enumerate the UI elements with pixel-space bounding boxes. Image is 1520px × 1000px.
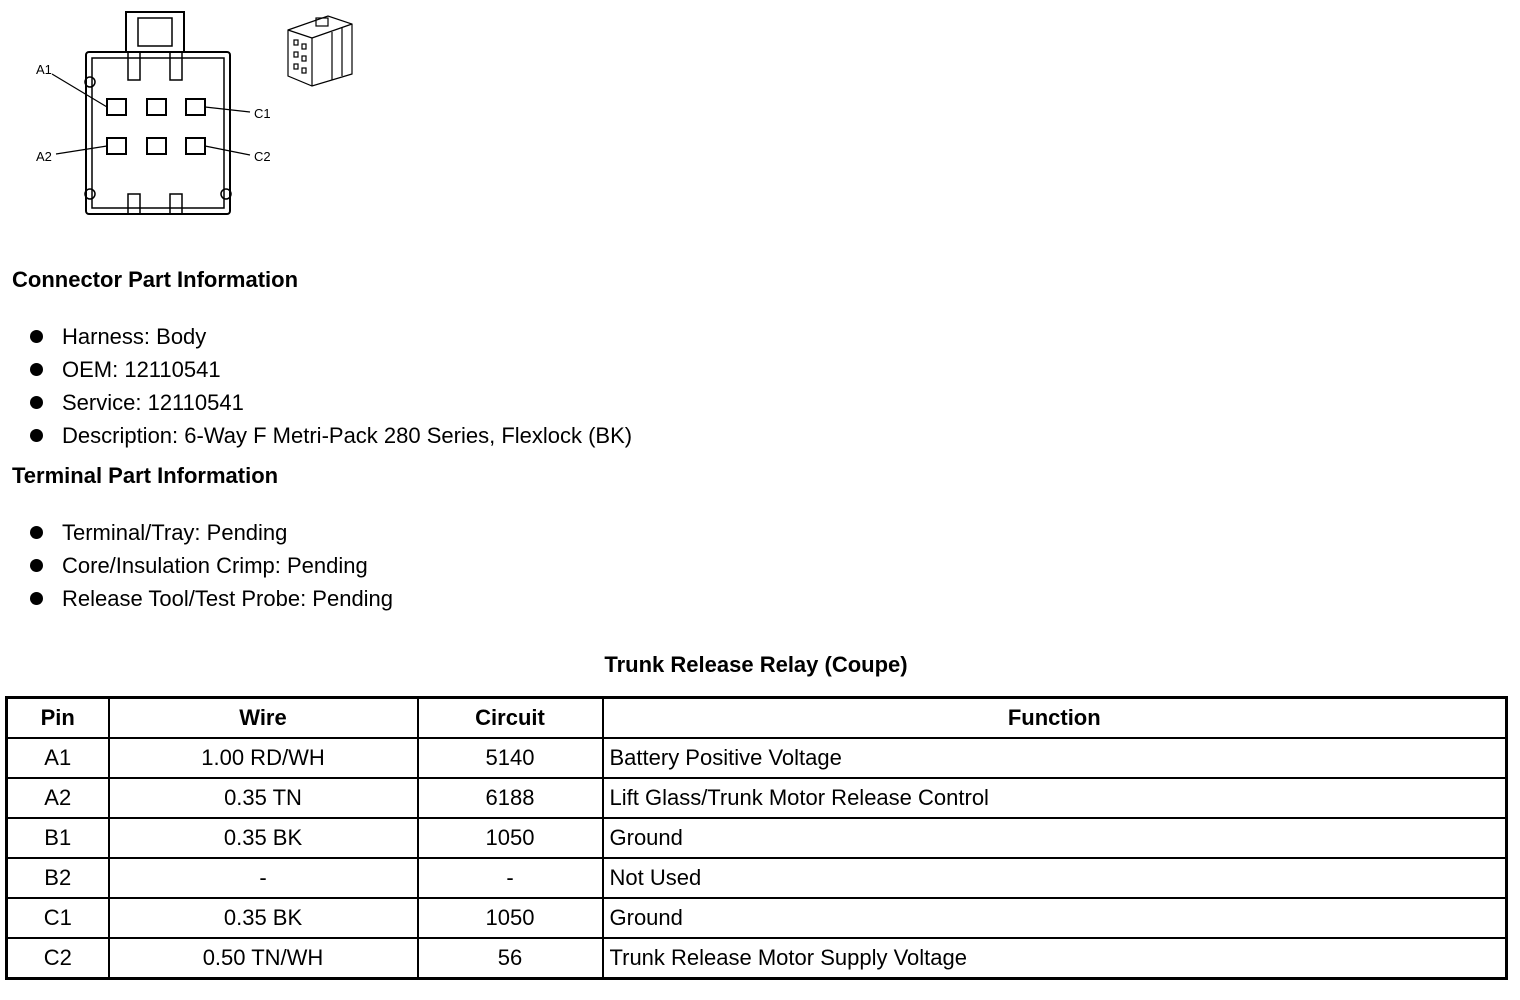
bullet-icon xyxy=(30,396,43,409)
cell-pin: A1 xyxy=(7,738,109,778)
cell-circuit: 1050 xyxy=(418,818,603,858)
bullet-icon xyxy=(30,592,43,605)
table-row xyxy=(7,778,1507,818)
cell-wire: 0.35 BK xyxy=(109,818,418,858)
list-item-text: Release Tool/Test Probe: Pending xyxy=(62,586,394,611)
cell-circuit: 56 xyxy=(418,938,603,979)
cell-circuit: 1050 xyxy=(418,898,603,938)
cell-pin: C2 xyxy=(7,938,109,979)
terminal-part-info-heading: Terminal Part Information xyxy=(12,463,279,488)
cell-wire: 0.50 TN/WH xyxy=(109,938,418,979)
cell-wire: 1.00 RD/WH xyxy=(109,738,418,778)
cell-wire: 0.35 TN xyxy=(109,778,418,818)
cell-function: Ground xyxy=(603,818,1507,858)
bullet-icon xyxy=(30,363,43,376)
cell-pin: B2 xyxy=(7,858,109,898)
connector-face-view xyxy=(52,12,250,214)
list-item-text: Harness: Body xyxy=(62,324,207,349)
cell-function: Not Used xyxy=(603,858,1507,898)
label-a1: A1 xyxy=(36,62,52,77)
list-item-text: Terminal/Tray: Pending xyxy=(62,520,288,545)
list-item-text: Service: 12110541 xyxy=(62,390,244,415)
list-item xyxy=(30,516,393,549)
list-item-text: Description: 6-Way F Metri-Pack 280 Series, Flexlock (BK) xyxy=(62,423,633,448)
column-header-circuit: Circuit xyxy=(418,698,603,739)
column-header-function: Function xyxy=(603,698,1507,739)
cell-function: Trunk Release Motor Supply Voltage xyxy=(603,938,1507,979)
pinout-table xyxy=(5,696,1508,980)
cell-circuit: - xyxy=(418,858,603,898)
label-c2: C2 xyxy=(254,149,271,164)
list-item-text: OEM: 12110541 xyxy=(62,357,221,382)
cell-circuit: 6188 xyxy=(418,778,603,818)
label-c1: C1 xyxy=(254,106,271,121)
table-row xyxy=(7,818,1507,858)
list-item xyxy=(30,549,393,582)
cell-pin: B1 xyxy=(7,818,109,858)
cell-circuit: 5140 xyxy=(418,738,603,778)
cell-pin: A2 xyxy=(7,778,109,818)
column-header-wire: Wire xyxy=(109,698,418,739)
connector-diagram xyxy=(30,8,370,228)
cell-function: Ground xyxy=(603,898,1507,938)
list-item xyxy=(30,386,632,419)
connector-part-info-list xyxy=(30,320,632,452)
list-item xyxy=(30,419,632,452)
column-header-pin: Pin xyxy=(7,698,109,739)
bullet-icon xyxy=(30,559,43,572)
label-a2: A2 xyxy=(36,149,52,164)
connector-isometric-view xyxy=(288,16,352,86)
table-row xyxy=(7,858,1507,898)
bullet-icon xyxy=(30,526,43,539)
list-item xyxy=(30,320,632,353)
cell-pin: C1 xyxy=(7,898,109,938)
table-header-row xyxy=(7,698,1507,739)
bullet-icon xyxy=(30,429,43,442)
list-item xyxy=(30,353,632,386)
list-item xyxy=(30,582,393,615)
terminal-part-info-list xyxy=(30,516,393,615)
connector-part-info-heading: Connector Part Information xyxy=(12,267,299,292)
list-item-text: Core/Insulation Crimp: Pending xyxy=(62,553,368,578)
bullet-icon xyxy=(30,330,43,343)
table-row xyxy=(7,898,1507,938)
table-row xyxy=(7,938,1507,979)
cell-wire: 0.35 BK xyxy=(109,898,418,938)
cell-function: Battery Positive Voltage xyxy=(603,738,1507,778)
table-row xyxy=(7,738,1507,778)
cell-function: Lift Glass/Trunk Motor Release Control xyxy=(603,778,1507,818)
table-title: Trunk Release Relay (Coupe) xyxy=(604,652,908,677)
cell-wire: - xyxy=(109,858,418,898)
